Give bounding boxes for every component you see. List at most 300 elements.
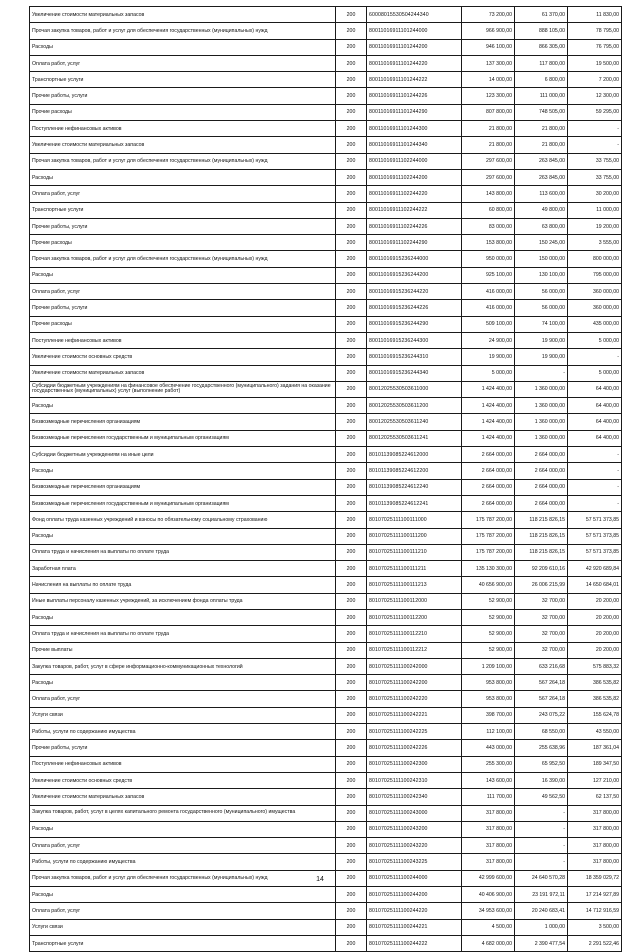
table-row xyxy=(30,756,622,772)
table-row xyxy=(30,772,622,788)
row-name-cell: Прочие работы, услуги xyxy=(30,300,336,316)
row-kbk-cell: 80011016915236244226 xyxy=(367,300,462,316)
row-executed-cell: 866 305,00 xyxy=(515,39,568,55)
row-code-cell: 200 xyxy=(336,463,367,479)
row-name-cell: Оплата работ, услуг xyxy=(30,691,336,707)
row-unexecuted-cell: 64 400,00 xyxy=(568,398,622,414)
row-name-cell: Расходы xyxy=(30,528,336,544)
row-name-cell: Прочие работы, услуги xyxy=(30,740,336,756)
row-code-cell: 200 xyxy=(336,218,367,234)
row-code-cell: 200 xyxy=(336,495,367,511)
row-name-cell: Оплата работ, услуг xyxy=(30,186,336,202)
row-unexecuted-cell: - xyxy=(568,137,622,153)
row-unexecuted-cell: 386 535,82 xyxy=(568,691,622,707)
row-unexecuted-cell: 14 712 916,59 xyxy=(568,903,622,919)
row-approved-cell: 443 000,00 xyxy=(462,740,515,756)
row-code-cell: 200 xyxy=(336,169,367,185)
table-row xyxy=(30,23,622,39)
row-kbk-cell: 80012025530503611240 xyxy=(367,414,462,430)
table-row xyxy=(30,658,622,674)
row-code-cell: 200 xyxy=(336,186,367,202)
row-executed-cell: 32 700,00 xyxy=(515,626,568,642)
row-name-cell: Поступление нефинансовых активов xyxy=(30,121,336,137)
row-approved-cell: 52 900,00 xyxy=(462,626,515,642)
row-unexecuted-cell: 20 200,00 xyxy=(568,609,622,625)
row-executed-cell: 16 390,00 xyxy=(515,772,568,788)
row-unexecuted-cell: 43 550,00 xyxy=(568,724,622,740)
row-code-cell: 200 xyxy=(336,870,367,886)
row-unexecuted-cell: 317 800,00 xyxy=(568,838,622,854)
row-approved-cell: 5 000,00 xyxy=(462,365,515,381)
row-kbk-cell: 80012025530503611000 xyxy=(367,381,462,397)
row-name-cell: Увеличение стоимости материальных запасов xyxy=(30,137,336,153)
row-name-cell: Закупка товаров, работ, услуг в сфере информационно-коммуникационных технологий xyxy=(30,658,336,674)
row-kbk-cell: 80011016911101244200 xyxy=(367,39,462,55)
table-row xyxy=(30,121,622,137)
row-code-cell: 200 xyxy=(336,430,367,446)
row-code-cell: 200 xyxy=(336,577,367,593)
row-name-cell: Расходы xyxy=(30,267,336,283)
row-executed-cell: 56 000,00 xyxy=(515,284,568,300)
table-row xyxy=(30,55,622,71)
row-code-cell: 200 xyxy=(336,821,367,837)
row-approved-cell: 807 800,00 xyxy=(462,104,515,120)
row-kbk-cell: 80107025111100111200 xyxy=(367,528,462,544)
row-kbk-cell: 80012025530503611241 xyxy=(367,430,462,446)
row-name-cell: Услуги связи xyxy=(30,919,336,935)
row-kbk-cell: 80107025111100242310 xyxy=(367,772,462,788)
table-row xyxy=(30,789,622,805)
row-approved-cell: 34 953 600,00 xyxy=(462,903,515,919)
table-row xyxy=(30,251,622,267)
row-approved-cell: 953 800,00 xyxy=(462,675,515,691)
row-kbk-cell: 80011016911101244000 xyxy=(367,23,462,39)
row-approved-cell: 2 664 000,00 xyxy=(462,447,515,463)
row-executed-cell: 263 845,00 xyxy=(515,169,568,185)
row-code-cell: 200 xyxy=(336,23,367,39)
row-approved-cell: 24 900,00 xyxy=(462,332,515,348)
row-unexecuted-cell: 11 830,00 xyxy=(568,7,622,23)
row-code-cell: 200 xyxy=(336,300,367,316)
row-kbk-cell: 80107025111100111211 xyxy=(367,561,462,577)
row-name-cell: Закупка товаров, работ, услуг в целях капитального ремонта государственного (муниципального) имущества xyxy=(30,805,336,821)
row-executed-cell: 2 664 000,00 xyxy=(515,463,568,479)
row-unexecuted-cell: 78 795,00 xyxy=(568,23,622,39)
row-unexecuted-cell: - xyxy=(568,479,622,495)
table-row xyxy=(30,202,622,218)
row-kbk-cell: 80011016911102244226 xyxy=(367,218,462,234)
row-unexecuted-cell: 317 800,00 xyxy=(568,854,622,870)
table-row xyxy=(30,691,622,707)
row-approved-cell: 925 100,00 xyxy=(462,267,515,283)
row-unexecuted-cell: 3 500,00 xyxy=(568,919,622,935)
row-kbk-cell: 80011016915236244220 xyxy=(367,284,462,300)
table-row xyxy=(30,430,622,446)
row-code-cell: 200 xyxy=(336,919,367,935)
row-approved-cell: 1 424 400,00 xyxy=(462,430,515,446)
row-kbk-cell: 80011016911101244300 xyxy=(367,121,462,137)
row-kbk-cell: 80107025111100244222 xyxy=(367,935,462,951)
row-name-cell: Поступление нефинансовых активов xyxy=(30,332,336,348)
row-code-cell: 200 xyxy=(336,398,367,414)
row-approved-cell: 509 100,00 xyxy=(462,316,515,332)
table-row xyxy=(30,887,622,903)
table-row xyxy=(30,838,622,854)
table-row xyxy=(30,267,622,283)
row-executed-cell: 2 664 000,00 xyxy=(515,447,568,463)
row-approved-cell: 83 000,00 xyxy=(462,218,515,234)
row-approved-cell: 1 424 400,00 xyxy=(462,414,515,430)
row-executed-cell: 92 209 610,16 xyxy=(515,561,568,577)
table-row xyxy=(30,903,622,919)
row-kbk-cell: 60008015530504244340 xyxy=(367,7,462,23)
row-approved-cell: 2 664 000,00 xyxy=(462,495,515,511)
row-executed-cell: 21 800,00 xyxy=(515,137,568,153)
row-executed-cell: 2 664 000,00 xyxy=(515,479,568,495)
row-kbk-cell: 80101139085224612000 xyxy=(367,447,462,463)
row-unexecuted-cell: 386 535,82 xyxy=(568,675,622,691)
row-name-cell: Прочая закупка товаров, работ и услуг для обеспечения государственных (муниципальных) нужд xyxy=(30,153,336,169)
budget-execution-table xyxy=(29,6,622,952)
row-executed-cell: 633 216,68 xyxy=(515,658,568,674)
row-unexecuted-cell: 187 361,04 xyxy=(568,740,622,756)
row-kbk-cell: 80107025111100112212 xyxy=(367,642,462,658)
row-code-cell: 200 xyxy=(336,137,367,153)
row-approved-cell: 966 900,00 xyxy=(462,23,515,39)
row-name-cell: Субсидии бюджетным учреждениям на иные цели xyxy=(30,447,336,463)
row-unexecuted-cell: 127 210,00 xyxy=(568,772,622,788)
row-name-cell: Расходы xyxy=(30,821,336,837)
row-unexecuted-cell: 64 400,00 xyxy=(568,414,622,430)
row-approved-cell: 2 664 000,00 xyxy=(462,463,515,479)
row-executed-cell: 20 240 683,41 xyxy=(515,903,568,919)
row-name-cell: Услуги связи xyxy=(30,707,336,723)
table-row xyxy=(30,609,622,625)
row-approved-cell: 175 787 200,00 xyxy=(462,544,515,560)
row-code-cell: 200 xyxy=(336,887,367,903)
row-executed-cell: 117 800,00 xyxy=(515,55,568,71)
row-name-cell: Транспортные услуги xyxy=(30,935,336,951)
row-code-cell: 200 xyxy=(336,528,367,544)
table-row xyxy=(30,935,622,951)
row-executed-cell: 6 800,00 xyxy=(515,72,568,88)
row-unexecuted-cell: - xyxy=(568,447,622,463)
row-executed-cell: 748 505,00 xyxy=(515,104,568,120)
row-kbk-cell: 80011016911101244222 xyxy=(367,72,462,88)
row-kbk-cell: 80011016915236244340 xyxy=(367,365,462,381)
row-code-cell: 200 xyxy=(336,316,367,332)
row-executed-cell: 1 360 000,00 xyxy=(515,398,568,414)
row-kbk-cell: 80107025111100242200 xyxy=(367,675,462,691)
page-number: 14 xyxy=(316,876,324,883)
row-approved-cell: 317 800,00 xyxy=(462,805,515,821)
row-name-cell: Иные выплаты персоналу казенных учреждений, за исключением фонда оплаты труда xyxy=(30,593,336,609)
row-unexecuted-cell: 20 200,00 xyxy=(568,626,622,642)
row-approved-cell: 112 100,00 xyxy=(462,724,515,740)
row-executed-cell: 1 360 000,00 xyxy=(515,381,568,397)
row-name-cell: Безвозмездные перечисления государственным и муниципальным организациям xyxy=(30,430,336,446)
row-kbk-cell: 80107025111100243000 xyxy=(367,805,462,821)
row-name-cell: Прочая закупка товаров, работ и услуг для обеспечения государственных (муниципальных) нужд xyxy=(30,23,336,39)
row-code-cell: 200 xyxy=(336,658,367,674)
row-code-cell: 200 xyxy=(336,479,367,495)
table-row xyxy=(30,137,622,153)
row-executed-cell: - xyxy=(515,805,568,821)
table-row xyxy=(30,528,622,544)
row-name-cell: Расходы xyxy=(30,463,336,479)
row-name-cell: Работы, услуги по содержанию имущества xyxy=(30,724,336,740)
row-approved-cell: 255 300,00 xyxy=(462,756,515,772)
row-unexecuted-cell: 795 000,00 xyxy=(568,267,622,283)
row-kbk-cell: 80107025111100243225 xyxy=(367,854,462,870)
row-name-cell: Прочие выплаты xyxy=(30,642,336,658)
row-code-cell: 200 xyxy=(336,642,367,658)
row-unexecuted-cell: 20 200,00 xyxy=(568,642,622,658)
row-kbk-cell: 80107025111100243200 xyxy=(367,821,462,837)
row-kbk-cell: 80107025111100112000 xyxy=(367,593,462,609)
row-name-cell: Оплата работ, услуг xyxy=(30,284,336,300)
row-approved-cell: 14 000,00 xyxy=(462,72,515,88)
row-kbk-cell: 80107025111100111000 xyxy=(367,512,462,528)
row-approved-cell: 52 900,00 xyxy=(462,593,515,609)
row-code-cell: 200 xyxy=(336,756,367,772)
row-approved-cell: 416 000,00 xyxy=(462,300,515,316)
row-executed-cell: 567 264,18 xyxy=(515,675,568,691)
row-approved-cell: 143 600,00 xyxy=(462,772,515,788)
row-code-cell: 200 xyxy=(336,153,367,169)
row-code-cell: 200 xyxy=(336,789,367,805)
row-name-cell: Увеличение стоимости материальных запасов xyxy=(30,7,336,23)
table-row xyxy=(30,495,622,511)
row-kbk-cell: 80107025111100242221 xyxy=(367,707,462,723)
row-unexecuted-cell: 62 137,50 xyxy=(568,789,622,805)
report-sheet xyxy=(29,6,621,952)
row-kbk-cell: 80107025111100112210 xyxy=(367,626,462,642)
row-kbk-cell: 80107025111100242220 xyxy=(367,691,462,707)
row-name-cell: Поступление нефинансовых активов xyxy=(30,756,336,772)
row-kbk-cell: 80107025111100242000 xyxy=(367,658,462,674)
row-executed-cell: 19 900,00 xyxy=(515,332,568,348)
row-approved-cell: 946 100,00 xyxy=(462,39,515,55)
row-approved-cell: 297 600,00 xyxy=(462,153,515,169)
row-code-cell: 200 xyxy=(336,544,367,560)
row-executed-cell: 113 600,00 xyxy=(515,186,568,202)
row-code-cell: 200 xyxy=(336,72,367,88)
row-executed-cell: 243 075,22 xyxy=(515,707,568,723)
row-code-cell: 200 xyxy=(336,675,367,691)
row-approved-cell: 1 424 400,00 xyxy=(462,398,515,414)
row-name-cell: Работы, услуги по содержанию имущества xyxy=(30,854,336,870)
row-kbk-cell: 80101139085224612200 xyxy=(367,463,462,479)
table-body xyxy=(30,7,622,952)
row-executed-cell: 255 638,96 xyxy=(515,740,568,756)
row-code-cell: 200 xyxy=(336,284,367,300)
row-name-cell: Транспортные услуги xyxy=(30,72,336,88)
row-unexecuted-cell: 64 400,00 xyxy=(568,381,622,397)
row-approved-cell: 398 700,00 xyxy=(462,707,515,723)
row-name-cell: Расходы xyxy=(30,39,336,55)
row-unexecuted-cell: 19 500,00 xyxy=(568,55,622,71)
row-unexecuted-cell: 64 400,00 xyxy=(568,430,622,446)
row-executed-cell: 63 800,00 xyxy=(515,218,568,234)
row-approved-cell: 40 406 900,00 xyxy=(462,887,515,903)
row-kbk-cell: 80011016911102244200 xyxy=(367,169,462,185)
row-approved-cell: 416 000,00 xyxy=(462,284,515,300)
row-unexecuted-cell: 33 755,00 xyxy=(568,153,622,169)
row-kbk-cell: 80107025111100242226 xyxy=(367,740,462,756)
row-approved-cell: 1 209 100,00 xyxy=(462,658,515,674)
row-approved-cell: 1 424 400,00 xyxy=(462,381,515,397)
table-row xyxy=(30,479,622,495)
row-executed-cell: 32 700,00 xyxy=(515,593,568,609)
row-name-cell: Заработная плата xyxy=(30,561,336,577)
row-executed-cell: - xyxy=(515,365,568,381)
row-code-cell: 200 xyxy=(336,349,367,365)
row-kbk-cell: 80011016911101244290 xyxy=(367,104,462,120)
row-name-cell: Оплата труда и начисления на выплаты по оплате труда xyxy=(30,626,336,642)
row-code-cell: 200 xyxy=(336,691,367,707)
row-kbk-cell: 80011016911102244220 xyxy=(367,186,462,202)
row-code-cell: 200 xyxy=(336,838,367,854)
row-code-cell: 200 xyxy=(336,235,367,251)
row-executed-cell: 23 191 972,11 xyxy=(515,887,568,903)
table-row xyxy=(30,463,622,479)
table-row xyxy=(30,724,622,740)
row-name-cell: Прочая закупка товаров, работ и услуг для обеспечения государственных (муниципальных) нужд xyxy=(30,251,336,267)
row-kbk-cell: 80101139085224612241 xyxy=(367,495,462,511)
row-unexecuted-cell: 42 920 689,84 xyxy=(568,561,622,577)
row-approved-cell: 153 800,00 xyxy=(462,235,515,251)
table-row xyxy=(30,561,622,577)
row-code-cell: 200 xyxy=(336,935,367,951)
row-approved-cell: 21 800,00 xyxy=(462,121,515,137)
row-name-cell: Оплата работ, услуг xyxy=(30,838,336,854)
table-row xyxy=(30,235,622,251)
row-approved-cell: 135 130 300,00 xyxy=(462,561,515,577)
row-kbk-cell: 80011016911101244220 xyxy=(367,55,462,71)
table-row xyxy=(30,919,622,935)
row-name-cell: Оплата труда и начисления на выплаты по оплате труда xyxy=(30,544,336,560)
row-executed-cell: 118 215 826,15 xyxy=(515,528,568,544)
row-code-cell: 200 xyxy=(336,626,367,642)
table-row xyxy=(30,349,622,365)
table-row xyxy=(30,300,622,316)
row-kbk-cell: 80011016911101244340 xyxy=(367,137,462,153)
row-name-cell: Безвозмездные перечисления организациям xyxy=(30,414,336,430)
row-executed-cell: 24 640 570,28 xyxy=(515,870,568,886)
row-unexecuted-cell: 317 800,00 xyxy=(568,805,622,821)
row-name-cell: Прочие расходы xyxy=(30,235,336,251)
row-kbk-cell: 80011016915236244300 xyxy=(367,332,462,348)
row-executed-cell: 49 800,00 xyxy=(515,202,568,218)
row-kbk-cell: 80107025111100112200 xyxy=(367,609,462,625)
row-code-cell: 200 xyxy=(336,772,367,788)
row-executed-cell: 49 562,50 xyxy=(515,789,568,805)
row-kbk-cell: 80107025111100242225 xyxy=(367,724,462,740)
row-approved-cell: 175 787 200,00 xyxy=(462,528,515,544)
row-executed-cell: 74 100,00 xyxy=(515,316,568,332)
row-approved-cell: 175 787 200,00 xyxy=(462,512,515,528)
row-executed-cell: 56 000,00 xyxy=(515,300,568,316)
row-approved-cell: 52 900,00 xyxy=(462,609,515,625)
table-row xyxy=(30,854,622,870)
row-unexecuted-cell: 575 883,32 xyxy=(568,658,622,674)
row-unexecuted-cell: 57 571 373,85 xyxy=(568,528,622,544)
row-unexecuted-cell: 17 214 927,89 xyxy=(568,887,622,903)
row-unexecuted-cell: 11 000,00 xyxy=(568,202,622,218)
row-unexecuted-cell: 360 000,00 xyxy=(568,300,622,316)
row-kbk-cell: 80107025111100244200 xyxy=(367,887,462,903)
table-row xyxy=(30,88,622,104)
row-approved-cell: 953 800,00 xyxy=(462,691,515,707)
row-approved-cell: 73 200,00 xyxy=(462,7,515,23)
row-kbk-cell: 80011016911102244290 xyxy=(367,235,462,251)
row-executed-cell: 263 845,00 xyxy=(515,153,568,169)
row-unexecuted-cell: 30 200,00 xyxy=(568,186,622,202)
row-executed-cell: 150 000,00 xyxy=(515,251,568,267)
row-approved-cell: 40 656 900,00 xyxy=(462,577,515,593)
table-row xyxy=(30,169,622,185)
row-executed-cell: 2 664 000,00 xyxy=(515,495,568,511)
row-executed-cell: 1 360 000,00 xyxy=(515,414,568,430)
row-approved-cell: 950 000,00 xyxy=(462,251,515,267)
row-name-cell: Увеличение стоимости материальных запасов xyxy=(30,365,336,381)
row-code-cell: 200 xyxy=(336,332,367,348)
row-name-cell: Прочие работы, услуги xyxy=(30,218,336,234)
row-kbk-cell: 80107025111100111213 xyxy=(367,577,462,593)
row-approved-cell: 317 800,00 xyxy=(462,821,515,837)
row-code-cell: 200 xyxy=(336,251,367,267)
table-row xyxy=(30,153,622,169)
row-code-cell: 200 xyxy=(336,561,367,577)
row-approved-cell: 4 682 000,00 xyxy=(462,935,515,951)
row-kbk-cell: 80107025111100243220 xyxy=(367,838,462,854)
row-approved-cell: 52 900,00 xyxy=(462,642,515,658)
row-kbk-cell: 80011016911102244222 xyxy=(367,202,462,218)
row-code-cell: 200 xyxy=(336,88,367,104)
row-kbk-cell: 80012025530503611200 xyxy=(367,398,462,414)
row-code-cell: 200 xyxy=(336,512,367,528)
row-unexecuted-cell: - xyxy=(568,121,622,137)
table-row xyxy=(30,544,622,560)
row-name-cell: Прочая закупка товаров, работ и услуг для обеспечения государственных (муниципальных) нужд xyxy=(30,870,336,886)
row-unexecuted-cell: 155 624,78 xyxy=(568,707,622,723)
row-kbk-cell: 80107025111100244000 xyxy=(367,870,462,886)
table-row xyxy=(30,447,622,463)
row-unexecuted-cell: 57 571 373,85 xyxy=(568,512,622,528)
row-name-cell: Прочие работы, услуги xyxy=(30,88,336,104)
row-approved-cell: 297 600,00 xyxy=(462,169,515,185)
table-row xyxy=(30,675,622,691)
row-code-cell: 200 xyxy=(336,724,367,740)
table-row xyxy=(30,218,622,234)
row-executed-cell: 2 390 477,54 xyxy=(515,935,568,951)
row-name-cell: Расходы xyxy=(30,887,336,903)
row-executed-cell: 118 215 826,15 xyxy=(515,512,568,528)
row-unexecuted-cell: - xyxy=(568,495,622,511)
row-executed-cell: 32 700,00 xyxy=(515,609,568,625)
row-executed-cell: 1 360 000,00 xyxy=(515,430,568,446)
table-row xyxy=(30,381,622,397)
row-code-cell: 200 xyxy=(336,593,367,609)
row-unexecuted-cell: 3 555,00 xyxy=(568,235,622,251)
row-name-cell: Фонд оплаты труда казенных учреждений и взносы по обязательному социальному страхованию xyxy=(30,512,336,528)
row-executed-cell: 26 006 215,99 xyxy=(515,577,568,593)
row-name-cell: Расходы xyxy=(30,169,336,185)
row-kbk-cell: 80107025111100242340 xyxy=(367,789,462,805)
row-executed-cell: 61 370,00 xyxy=(515,7,568,23)
row-kbk-cell: 80011016915236244200 xyxy=(367,267,462,283)
